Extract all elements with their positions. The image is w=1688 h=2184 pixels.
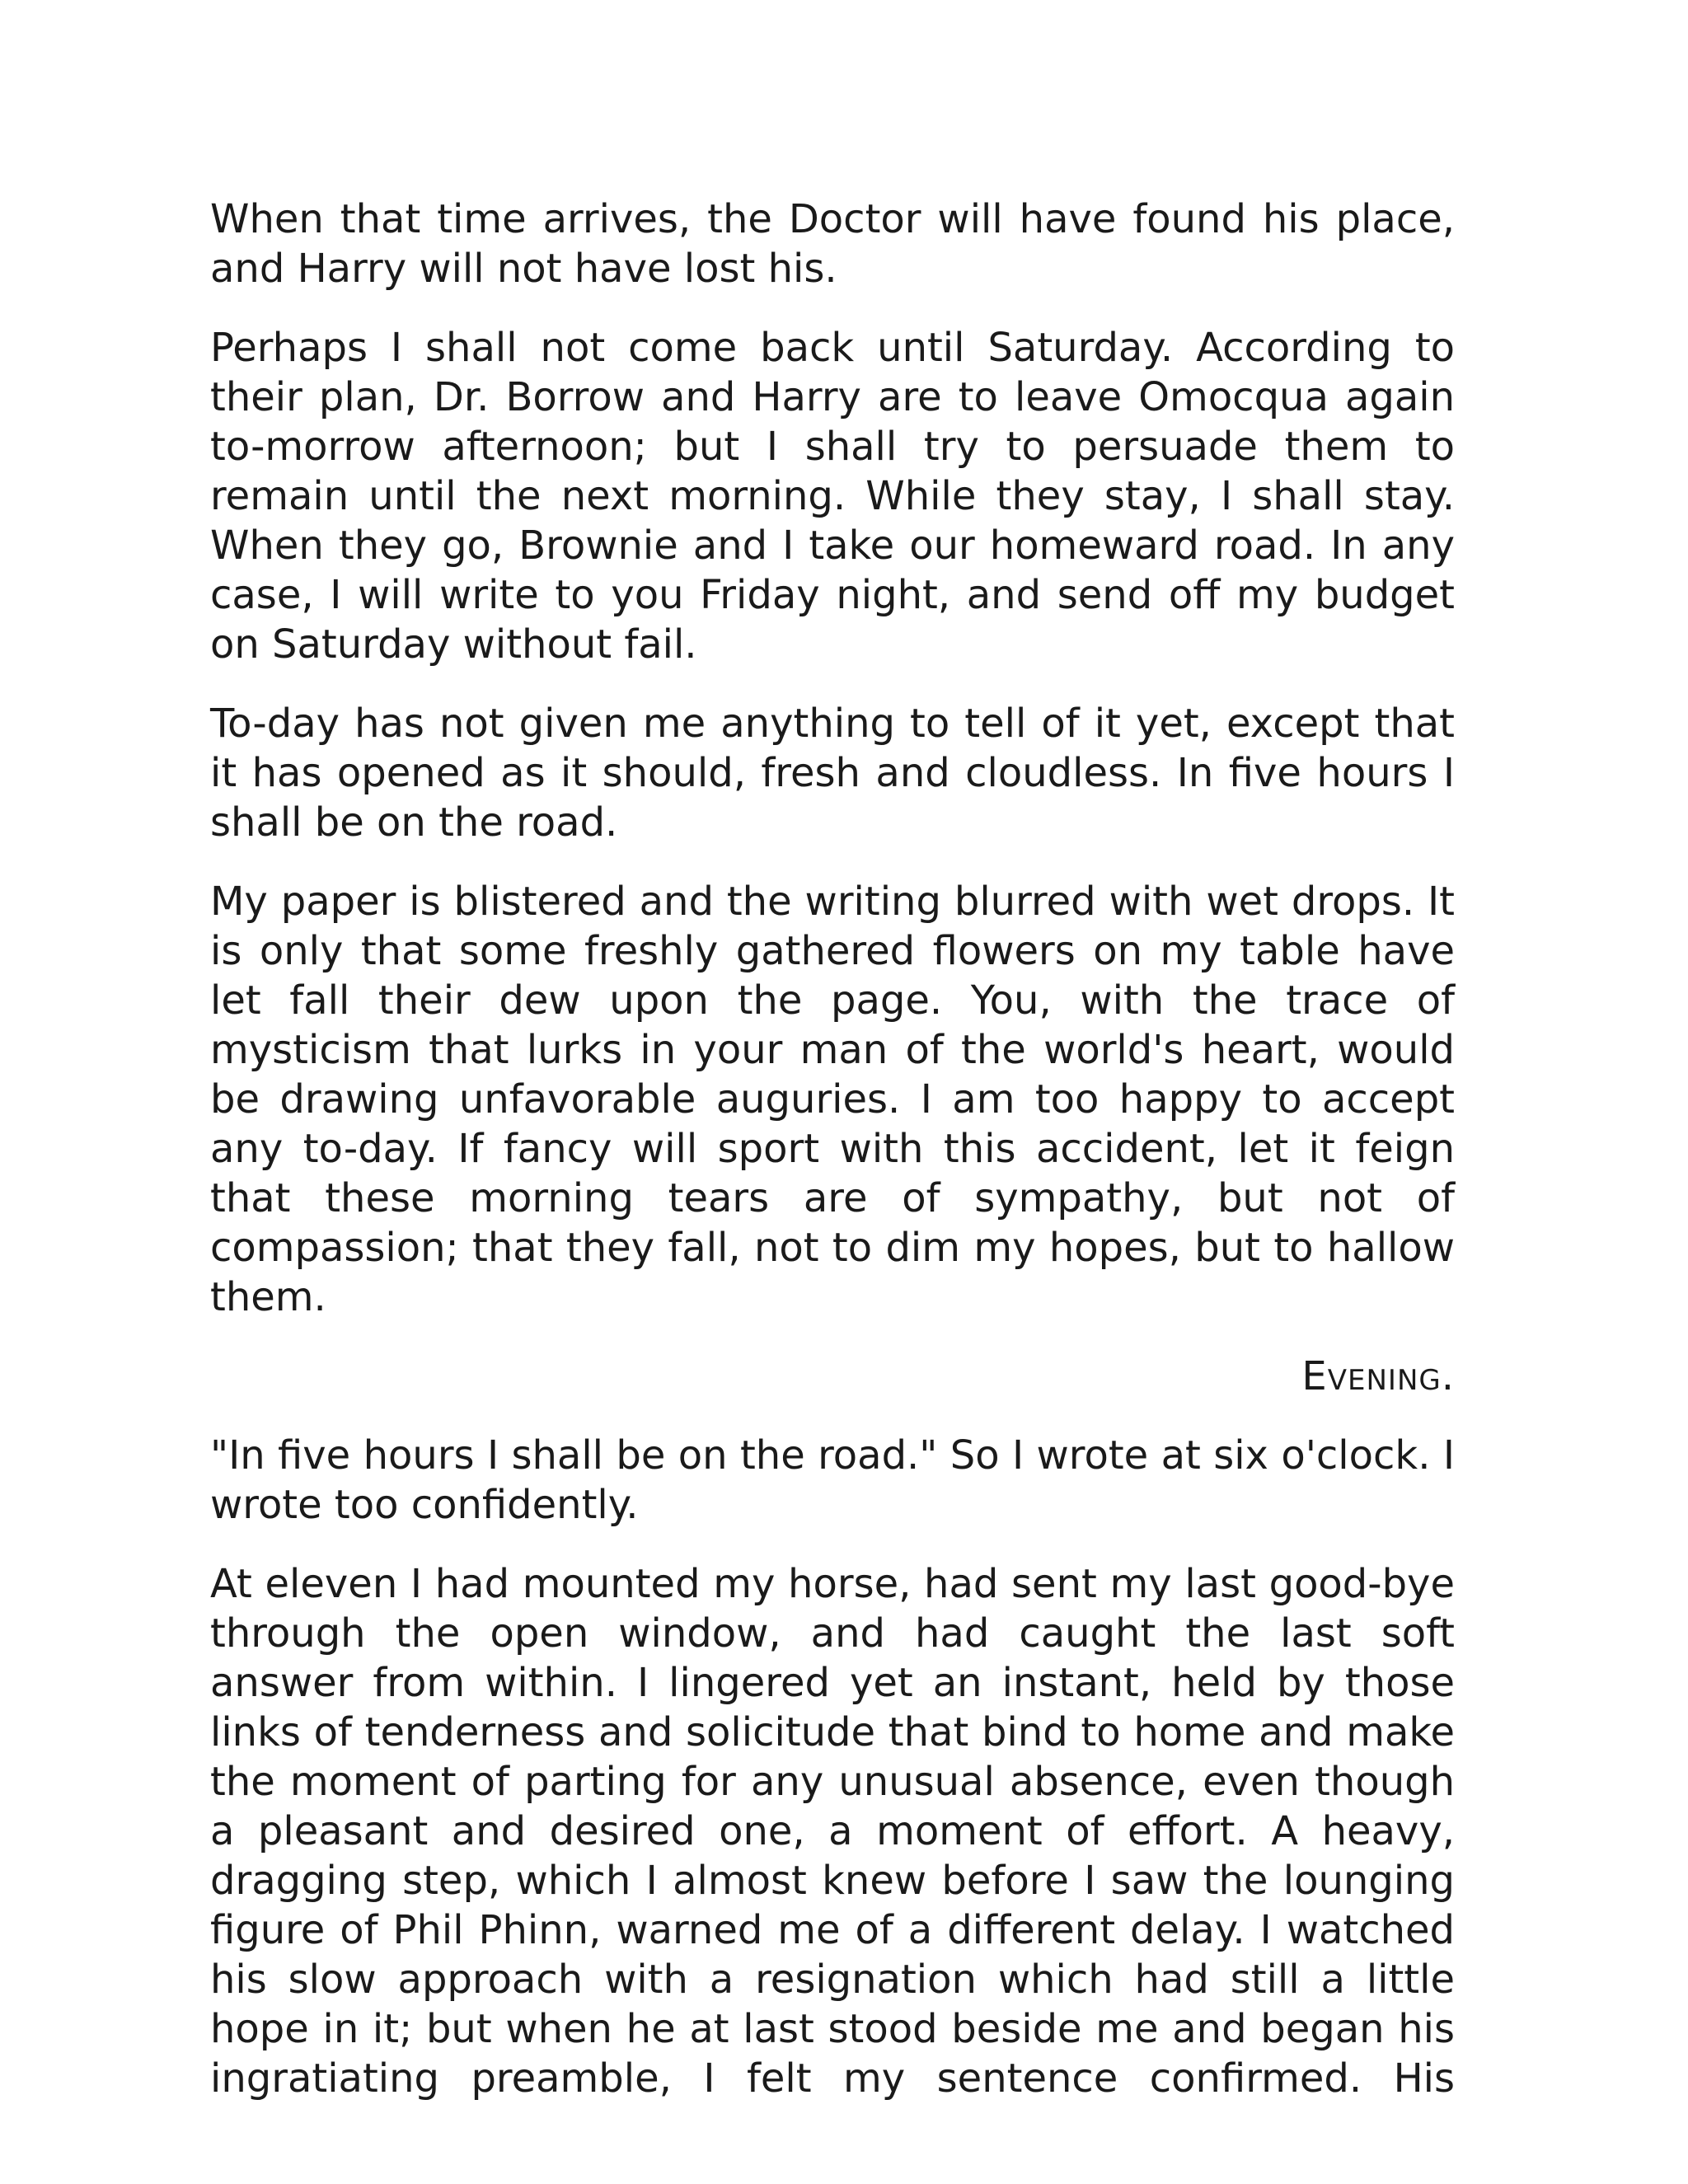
paragraph-6: At eleven I had mounted my horse, had sent my last good-bye through the open window, and had caught the last soft answer from within. I lingered yet an instant, held by those links of tenderness and solicitude that bind to home and make the moment of parting for any unusual absence, even though a pleasant and desired one, a moment of effort. A heavy, dragging step, which I almost knew before I saw the lounging figure of Phil Phinn, warned me of a different delay. I watched his slow approach with a resignation which had still a little hope in it; but when he at last stood beside me and began his ingratiating preamble, I felt my sentence confirmed. His [210,1561,1455,2102]
section-heading: Evening. [1301,1353,1455,1399]
paragraph-3: To-day has not given me anything to tell of it yet, except that it has opened as it should, fresh and cloudless. In five hours I shall be on the road. [210,701,1455,846]
document-page [210,194,1455,2103]
paragraph-4: My paper is blistered and the writing blurred with wet drops. It is only that some freshly gathered flowers on my table have let fall their dew upon the page. You, with the trace of mysticism that lurks in your man of the world's heart, would be drawing unfavorable auguries. I am too happy to accept any to-day. If fancy will sport with this accident, let it feign that these morning tears are of sympathy, but not of compassion; that they fall, not to dim my hopes, but to hallow them. [210,879,1455,1320]
paragraph-1: When that time arrives, the Doctor will have found his place, and Harry will not have lost his. [210,196,1455,292]
paragraph-5: "In five hours I shall be on the road." So I wrote at six o'clock. I wrote too confidently. [210,1432,1455,1528]
paragraph-2: Perhaps I shall not come back until Saturday. According to their plan, Dr. Borrow and Harry are to leave Omocqua again to-morrow afternoon; but I shall try to persuade them to remain until the next morning. While they stay, I shall stay. When they go, Brownie and I take our homeward road. In any case, I will write to you Friday night, and send off my budget on Saturday without fail. [210,325,1455,668]
